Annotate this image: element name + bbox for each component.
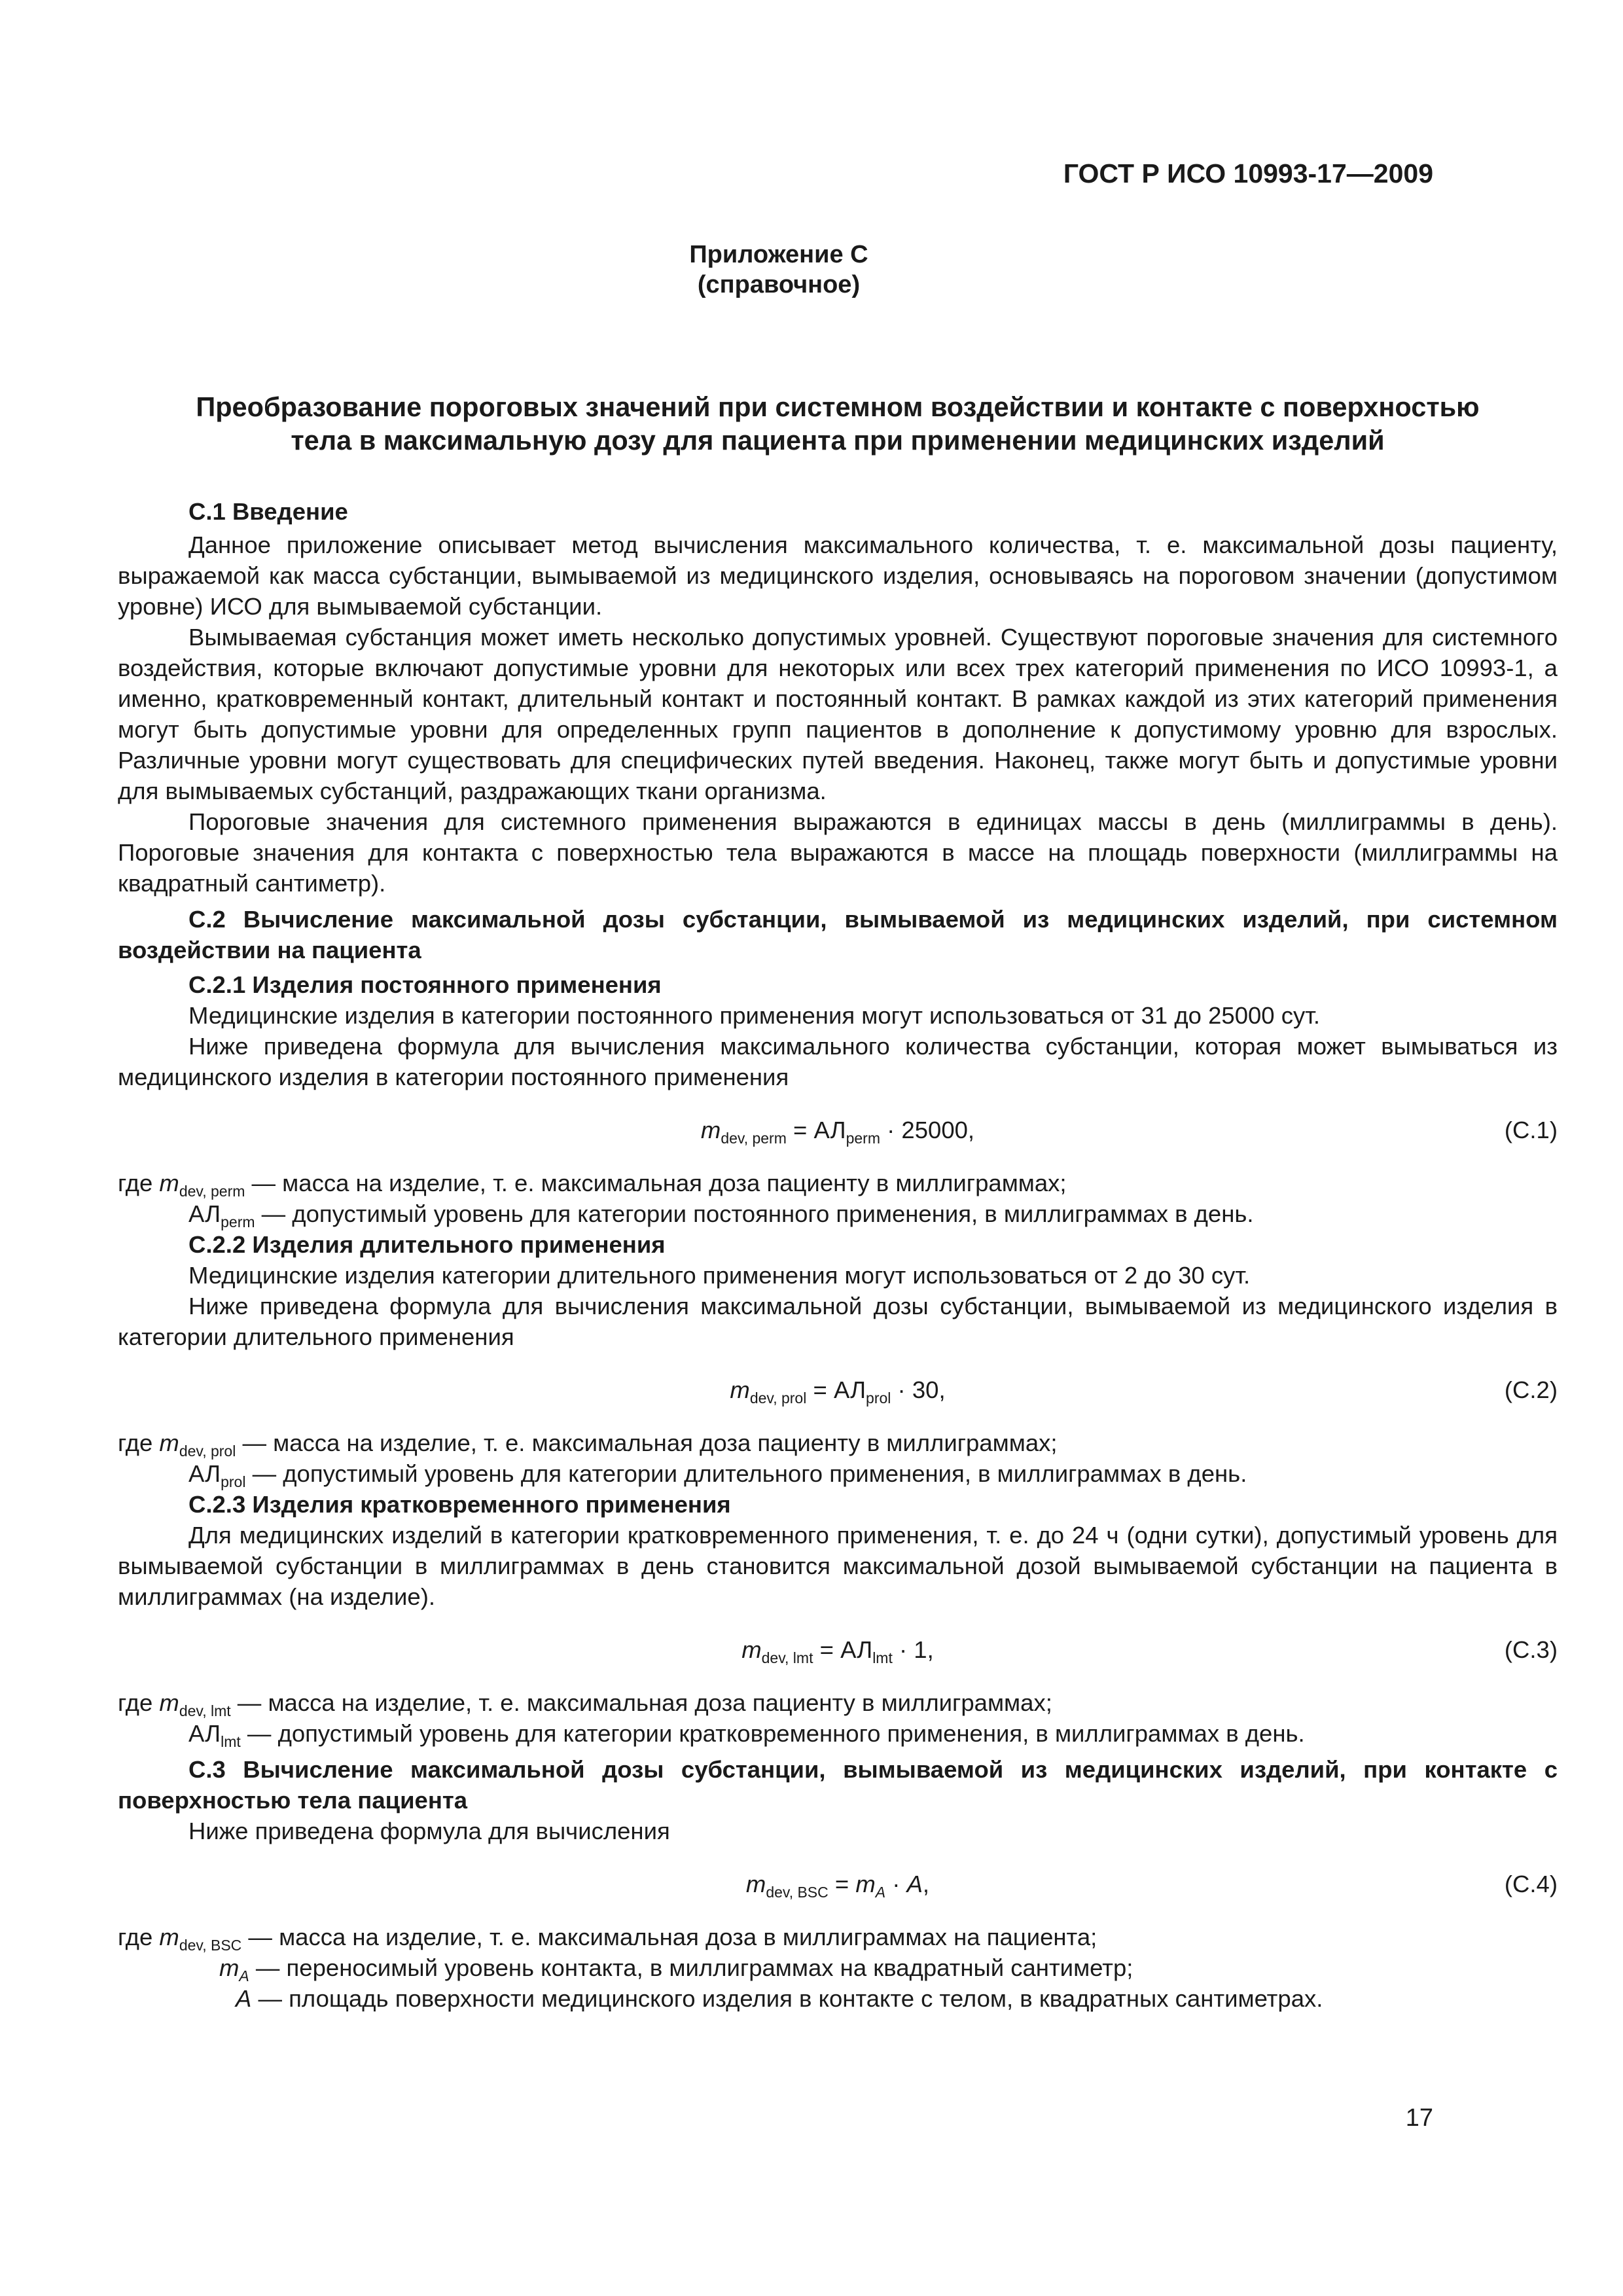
paragraph: Медицинские изделия в категории постоянного применения могут использоваться от 31 до 25000 сут. xyxy=(188,1002,1321,1029)
equation-number: (С.4) xyxy=(1504,1871,1558,1897)
paragraph: Ниже приведена формула для вычисления xyxy=(188,1818,670,1844)
annex-type: (справочное) xyxy=(697,271,861,298)
where-clause: $m_A$ — переносимый уровень контакта, в миллиграммах на квадратный сантиметр; xyxy=(219,1954,1133,1984)
annex-main-title-line1: Преобразование пороговых значений при системном воздействии и контакте с поверхностью xyxy=(196,391,1480,422)
where-clause: где $m_{dev, lmt}$ — масса на изделие, т. е. максимальная доза пациенту в миллиграммах; xyxy=(118,1689,1052,1719)
section-heading-c1: С.1 Введение xyxy=(188,498,348,525)
section-heading-c2: С.2 Вычисление максимальной дозы субстанции, вымываемой из медицинских изделий, при системном воздействии на пациента xyxy=(118,906,1558,963)
where-clause: $АЛ_{lmt}$ — допустимый уровень для категории кратковременного применения, в миллиграммах в день. xyxy=(188,1720,1305,1750)
where-clause: где $m_{dev, prol}$ — масса на изделие, т. е. максимальная доза пациенту в миллиграммах; xyxy=(118,1429,1058,1460)
equation-c4 xyxy=(118,1869,1558,1899)
equation-formula: $m_{dev, perm} = АЛ_{perm} \cdot 25000$, xyxy=(700,1117,975,1147)
where-clause: $АЛ_{prol}$ — допустимый уровень для категории длительного применения, в миллиграммах в день. xyxy=(188,1460,1247,1490)
section-heading-c3: С.3 Вычисление максимальной дозы субстанции, вымываемой из медицинских изделий, при контакте с поверхностью тела пациента xyxy=(118,1756,1558,1814)
where-clause: где $m_{dev, BSC}$ — масса на изделие, т. е. максимальная доза в миллиграммах на пациента; xyxy=(118,1924,1097,1954)
annex-main-title xyxy=(118,390,1558,457)
document-body xyxy=(118,496,1558,2014)
equation-number: (С.2) xyxy=(1504,1376,1558,1403)
equation-number: (С.3) xyxy=(1504,1636,1558,1663)
paragraph: Для медицинских изделий в категории кратковременного применения, т. е. до 24 ч (одни сутки), допустимый уровень для вымываемой субстанции в миллиграммах в день становится максимальной дозой вымываемой субстанции на пациента в миллиграммах (на изделие). xyxy=(118,1522,1558,1610)
equation-c1 xyxy=(118,1115,1558,1145)
where-clause: A — площадь поверхности медицинского изделия в контакте с телом, в квадратных сантиметрах. xyxy=(236,1985,1323,2012)
paragraph: Ниже приведена формула для вычисления максимальной дозы субстанции, вымываемой из медицинского изделия в категории длительного применения xyxy=(118,1293,1558,1350)
annex-title: Приложение С xyxy=(689,241,868,268)
paragraph: Пороговые значения для системного применения выражаются в единицах массы в день (миллиграммы в день). Пороговые значения для контакта с поверхностью тела выражаются в массе на площадь поверхности (миллиграммы на квадратный сантиметр). xyxy=(118,808,1558,897)
subsection-heading-c21: С.2.1 Изделия постоянного применения xyxy=(188,971,662,998)
standard-designation: ГОСТ Р ИСО 10993-17—2009 xyxy=(1063,158,1433,188)
equation-c2 xyxy=(118,1374,1558,1405)
equation-number: (С.1) xyxy=(1504,1117,1558,1143)
subsection-heading-c23: С.2.3 Изделия кратковременного применения xyxy=(188,1491,731,1518)
paragraph: Ниже приведена формула для вычисления максимального количества субстанции, которая может вымываться из медицинского изделия в категории постоянного применения xyxy=(118,1033,1558,1090)
annex-main-title-line2: тела в максимальную дозу для пациента при применении медицинских изделий xyxy=(291,425,1385,456)
annex-heading xyxy=(0,240,1558,300)
paragraph: Медицинские изделия категории длительного применения могут использоваться от 2 до 30 сут. xyxy=(188,1262,1251,1289)
equation-formula: $m_{dev, BSC} = m_A \cdot A$, xyxy=(745,1871,930,1901)
where-clause: $АЛ_{perm}$ — допустимый уровень для категории постоянного применения, в миллиграммах в день. xyxy=(188,1200,1254,1230)
equation-formula: $m_{dev, lmt} = АЛ_{lmt} \cdot 1$, xyxy=(741,1636,934,1666)
equation-c3 xyxy=(118,1634,1558,1665)
page-number: 17 xyxy=(1405,2104,1433,2132)
where-clause: где $m_{dev, perm}$ — масса на изделие, т. е. максимальная доза пациенту в миллиграммах; xyxy=(118,1170,1067,1200)
subsection-heading-c22: С.2.2 Изделия длительного применения xyxy=(188,1231,666,1258)
equation-formula: $m_{dev, prol} = АЛ_{prol} \cdot 30$, xyxy=(730,1376,946,1407)
paragraph: Вымываемая субстанция может иметь несколько допустимых уровней. Существуют пороговые значения для системного воздействия, которые включают допустимые уровни для некоторых или всех трех категорий применения по ИСО 10993-1, а именно, кратковременный контакт, длительный контакт и постоянный контакт. В рамках каждой из этих категорий применения могут быть допустимые уровни для определенных групп пациентов в дополнение к допустимому уровню для взрослых. Различные уровни могут существовать для специфических путей введения. Наконец, также могут быть и допустимые уровни для вымываемых субстанций, раздражающих ткани организма. xyxy=(118,624,1558,804)
paragraph: Данное приложение описывает метод вычисления максимального количества, т. е. максимальной дозы пациенту, выражаемой как масса субстанции, вымываемой из медицинского изделия, основываясь на пороговом значении (допустимом уровне) ИСО для вымываемой субстанции. xyxy=(118,531,1558,620)
